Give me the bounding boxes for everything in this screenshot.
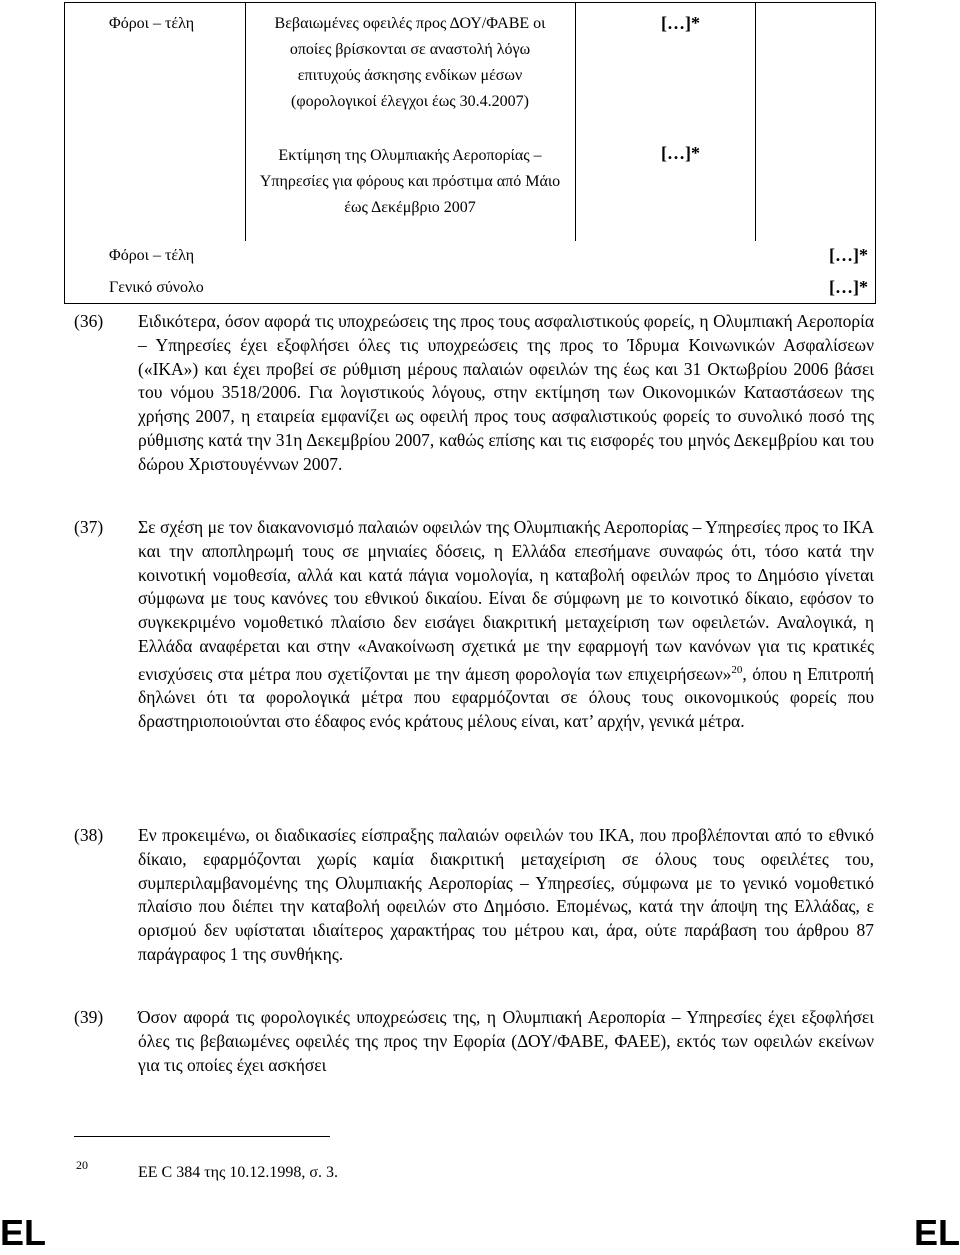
row4-label: Γενικό σύνολο bbox=[109, 279, 204, 296]
footnote-separator bbox=[74, 1136, 330, 1137]
row2-description: Εκτίμηση της Ολυμπιακής Αεροπορίας – Υπηρεσίες για φόρους και πρόστιμα από Μάιο έως Δεκέμβριο 2007 bbox=[259, 147, 561, 216]
language-code-right: EL bbox=[913, 1212, 960, 1253]
paragraph-text: Εν προκειμένω, οι διαδικασίες είσπραξης παλαιών οφειλών του ΙΚΑ, που προβλέπονται από το εθνικό δίκαιο, εφαρμόζονται χωρίς καμία διακριτική μεταχείριση σε όλους τους οφειλέτες του, συμπεριλαμβανομένης της Ολυμπιακής Αεροπορίας – Υπηρεσίες, σύμφωνα με το γενικό νομοθετικό πλαίσιο που διέπει την καταβολή οφειλών στο Δημόσιο. Επομένως, κατά την άποψη της Ελλάδας, ε ορισμού δεν υφίσταται ιδιαίτερος χαρακτήρας του μέτρου και, άρα, ούτε παράβαση του άρθρου 87 παράγραφος 1 της συνθήκης. bbox=[138, 825, 874, 964]
paragraph-39 bbox=[74, 1006, 874, 1077]
paragraph-number: (39) bbox=[74, 1007, 104, 1027]
paragraph-number: (38) bbox=[74, 825, 104, 845]
paragraph-text: Σε σχέση με τον διακανονισμό παλαιών οφειλών της Ολυμπιακής Αεροπορίας – Υπηρεσίες προς το ΙΚΑ και την αποπληρωμή τους σε μηνιαίες δόσεις, η Ελλάδα επεσήμανε συναφώς ότι, τόσο κατά την κοινοτική νομοθεσία, αλλά και κατά πάγια νομολογία, η καταβολή οφειλών προς το Δημόσιο γίνεται σύμφωνα με τους κανόνες του εθνικού δικαίου. Είναι δε σύμφωνη με το κοινοτικό δίκαιο, εφόσον το συγκεκριμένο νομοθετικό πλαίσιο δεν εισάγει διακριτική μεταχείριση των οφειλετών. Αναλογικά, η Ελλάδα αναφέρεται και στην «Ανακοίνωση σχετικά με την εφαρμογή των κανόνων για τις κρατικές ενισχύσεις στα μέτρα που σχετίζονται με την άμεση φορολογία των επιχειρήσεων»$^{20}$, όπου η Επιτροπή δηλώνει ότι τα φορολογικά μέτρα που εφαρμόζονται σε όλους τους οικονομικούς φορείς που δραστηριοποιούνται στο έδαφος ενός κράτους μέλους είναι, κατ’ αρχήν, γενικά μέτρα. bbox=[138, 517, 874, 732]
row1-description: Βεβαιωμένες οφειλές προς ΔΟΥ/ΦΑΒΕ οι οποίες βρίσκονται σε αναστολή λόγω επιτυχούς άσκησης ενδίκων μέσων (φορολογικοί έλεγχοι έως 30.4.2007) bbox=[274, 15, 546, 110]
language-code-left: EL bbox=[0, 1212, 47, 1253]
row4-amount: […]* bbox=[829, 277, 868, 297]
paragraph-number: (36) bbox=[74, 311, 104, 331]
paragraph-37 bbox=[74, 516, 874, 734]
footnote-marker[interactable]: 20 bbox=[731, 663, 743, 676]
row3-amount: […]* bbox=[829, 245, 868, 265]
row3-label: Φόροι – τέλη bbox=[109, 247, 195, 264]
paragraph-text: Όσον αφορά τις φορολογικές υποχρεώσεις της, η Ολυμπιακή Αεροπορία – Υπηρεσίες έχει εξοφλήσει όλες τις βεβαιωμένες οφειλές της προς την Εφορία (ΔΟΥ/ΦΑΒΕ, ΦΑΕΕ), εκτός των οφειλών εκείνων για τις οποίες έχει ασκήσει bbox=[138, 1007, 874, 1075]
fiscal-table bbox=[64, 2, 876, 304]
paragraph-text: Ειδικότερα, όσον αφορά τις υποχρεώσεις της προς τους ασφαλιστικούς φορείς, η Ολυμπιακή Αεροπορία – Υπηρεσίες έχει εξοφλήσει όλες τις υποχρεώσεις της προς το Ίδρυμα Κοινωνικών Ασφαλίσεων («ΙΚΑ») και έχει προβεί σε ρύθμιση μέρους παλαιών οφειλών της έως και 31 Οκτωβρίου 2006 βάσει του νόμου 3518/2006. Για λογιστικούς λόγους, στην εκτίμηση των Οικονομικών Καταστάσεων της χρήσης 2007, η εταιρεία εμφανίζει ως οφειλή προς τους ασφαλιστικούς φορείς το συνολικό ποσό της ρύθμισης κατά την 31η Δεκεμβρίου 2007, καθώς επίσης και τις εισφορές του μηνός Δεκεμβρίου και του δώρου Χριστουγέννων 2007. bbox=[138, 311, 874, 474]
table-divider-left bbox=[245, 3, 246, 241]
row1-amount: […]* bbox=[661, 13, 700, 33]
table-divider-middle bbox=[575, 3, 576, 241]
paragraph-36 bbox=[74, 310, 874, 477]
footnote-number: 20 bbox=[76, 1158, 88, 1172]
paragraph-number: (37) bbox=[74, 517, 104, 537]
footnote-text: ΕΕ C 384 της 10.12.1998, σ. 3. bbox=[138, 1164, 338, 1181]
row2-amount: […]* bbox=[661, 143, 700, 163]
row1-label: Φόροι – τέλη bbox=[109, 15, 195, 32]
table-divider-right bbox=[755, 3, 756, 241]
paragraph-38 bbox=[74, 824, 874, 967]
